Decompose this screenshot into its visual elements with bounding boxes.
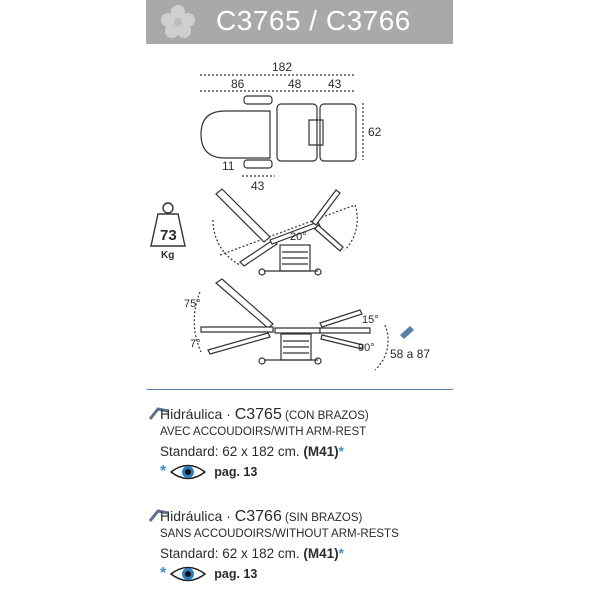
angle-leg-down: 90° <box>358 342 375 354</box>
dim-total-length: 182 <box>272 60 293 74</box>
product-variant: (SIN BRAZOS) <box>281 512 363 524</box>
dim-mid-length: 48 <box>288 77 302 91</box>
star-mark: * <box>338 546 344 561</box>
page-ref-text: pag. 13 <box>214 465 258 479</box>
product-variant: (CON BRAZOS) <box>281 410 369 422</box>
angle-back-tilt: 20° <box>290 231 307 243</box>
product-type: Hidráulica · <box>160 406 235 422</box>
product-model: C3765 <box>234 406 282 423</box>
standard-code: (M41) <box>303 546 339 561</box>
dim-width: 62 <box>368 125 382 139</box>
dim-armrest-width: 11 <box>222 159 235 173</box>
side-view-tilt <box>213 189 357 275</box>
height-range: 58 a 87 <box>390 347 431 361</box>
product-c3766 <box>160 508 460 583</box>
side-view-positions <box>194 279 414 370</box>
standard-code: (M41) <box>303 444 339 459</box>
product-type: Hidráulica · <box>160 508 235 524</box>
star-mark: * <box>338 444 344 459</box>
dim-foot-length: 43 <box>328 77 342 91</box>
page-reference[interactable] <box>160 565 460 583</box>
weight-unit: Kg <box>161 250 175 261</box>
product-model: C3766 <box>234 508 282 525</box>
star-mark: * <box>160 565 167 582</box>
product-subtitle: SANS ACCOUDOIRS/WITHOUT ARM-RESTS <box>160 528 399 540</box>
angle-leg-up: 15° <box>362 314 379 326</box>
dim-head-length: 86 <box>231 77 245 91</box>
page-reference[interactable] <box>160 463 460 481</box>
product-heading <box>160 406 460 424</box>
eye-icon <box>170 463 206 481</box>
product-subtitle: AVEC ACCOUDOIRS/WITH ARM-REST <box>160 426 367 438</box>
eye-icon <box>170 565 206 583</box>
page-title: C3765 / C3766 <box>216 5 411 36</box>
angle-back-up: 75° <box>184 298 201 310</box>
page-ref-text: pag. 13 <box>214 567 258 581</box>
product-standard <box>160 546 460 561</box>
angle-back-down: 7° <box>190 338 201 350</box>
star-mark: * <box>160 463 167 480</box>
product-standard <box>160 444 460 459</box>
product-heading <box>160 508 460 526</box>
section-divider <box>147 389 453 390</box>
product-c3765 <box>160 406 460 481</box>
standard-text: Standard: 62 x 182 cm. <box>160 546 304 561</box>
dim-armrest-length: 43 <box>251 179 265 193</box>
standard-text: Standard: 62 x 182 cm. <box>160 444 304 459</box>
weight-value: 73 <box>160 227 177 244</box>
